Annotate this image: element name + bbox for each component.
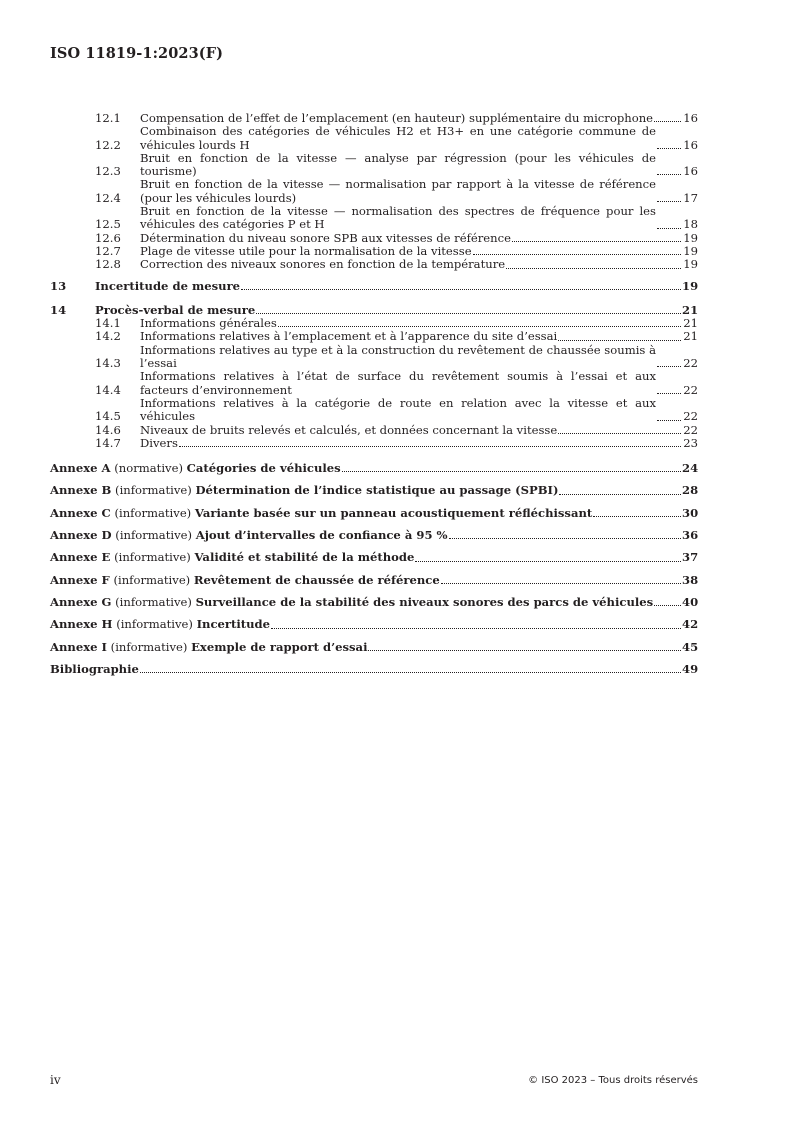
toc-entry-page: 19 (683, 257, 698, 272)
annex-label: Annexe H (50, 617, 113, 632)
table-of-contents (50, 112, 698, 676)
toc-entry-12-7[interactable] (50, 245, 698, 258)
toc-entry-page: 16 (683, 137, 698, 152)
annex-title: Détermination de l’indice statistique au passage (SPBI) (195, 483, 559, 498)
dot-leader (278, 326, 681, 327)
annex-kind: (informative) (116, 617, 193, 632)
toc-clause-number: 14 (50, 302, 67, 317)
toc-entry-title: Informations relatives à l’état de surface du revêtement soumis à l’essai et aux facteurs d’environnement (140, 369, 656, 397)
toc-annex-page: 36 (682, 528, 699, 543)
toc-entry-number: 14.7 (95, 435, 121, 450)
bibliography-title: Bibliographie (50, 661, 139, 676)
toc-entry-12-8[interactable] (50, 258, 698, 271)
dot-leader (449, 538, 681, 539)
toc-entry-12-3[interactable] (50, 152, 698, 179)
dot-leader (654, 121, 681, 122)
toc-entry-page: 17 (683, 190, 698, 205)
annex-title: Variante basée sur un panneau acoustiquement réfléchissant (194, 505, 593, 520)
toc-entry-number: 12.6 (95, 230, 121, 245)
dot-leader (473, 254, 681, 255)
annex-label: Annexe A (50, 461, 111, 476)
toc-entry-page: 23 (683, 435, 698, 450)
toc-annex-b[interactable] (50, 484, 698, 497)
toc-entry-page: 22 (683, 356, 698, 371)
annex-title: Revêtement de chaussée de référence (193, 572, 440, 587)
toc-entry-title: Combinaison des catégories de véhicules H2 et H3+ en une catégorie commune de véhicules lourds H (140, 124, 656, 152)
page-number: iv (50, 1073, 61, 1087)
toc-entry-page: 19 (683, 230, 698, 245)
annex-kind: (informative) (114, 505, 192, 520)
annex-title: Exemple de rapport d’essai (191, 639, 368, 654)
toc-entry-title: Bruit en fonction de la vitesse — normalisation par rapport à la vitesse de référence (pour les véhicules lourds) (140, 177, 656, 205)
toc-clause-page: 21 (682, 302, 699, 317)
toc-annex-text (50, 462, 341, 475)
toc-entry-page: 21 (683, 329, 698, 344)
toc-entry-page: 16 (683, 111, 698, 125)
toc-annex-page: 45 (682, 639, 699, 654)
toc-clause-14[interactable] (50, 304, 698, 317)
toc-annex-i[interactable] (50, 641, 698, 654)
toc-entry-title: Correction des niveaux sonores en fonction de la température (140, 257, 506, 272)
toc-annex-text (50, 618, 270, 631)
toc-entry-title: Bruit en fonction de la vitesse — analyse par régression (pour les véhicules de tourisme) (140, 150, 656, 179)
toc-entry-title: Informations générales (140, 316, 277, 331)
annex-label: Annexe C (50, 505, 111, 520)
dot-leader (654, 605, 681, 606)
dot-leader (657, 148, 681, 149)
annex-label: Annexe I (50, 639, 107, 654)
annex-kind: (informative) (115, 483, 192, 498)
toc-entry-number: 14.4 (95, 382, 121, 397)
toc-entry-number: 12.1 (95, 111, 121, 125)
dot-leader (558, 433, 681, 434)
toc-entry-12-4[interactable] (50, 178, 698, 205)
dot-leader (657, 201, 681, 202)
toc-clause-page: 19 (682, 278, 699, 293)
annex-kind: (informative) (114, 550, 191, 565)
toc-clause-title: Incertitude de mesure (95, 278, 241, 293)
toc-entry-page: 22 (683, 422, 698, 437)
dot-leader (241, 289, 681, 290)
toc-entry-14-1[interactable] (50, 317, 698, 330)
toc-annex-page: 40 (682, 594, 699, 609)
toc-annex-a[interactable] (50, 462, 698, 475)
toc-annex-c[interactable] (50, 507, 698, 520)
toc-annex-text (50, 551, 414, 564)
toc-annex-text (50, 529, 448, 542)
toc-entry-page: 18 (683, 217, 698, 232)
toc-entry-title: Informations relatives à la catégorie de route en relation avec la vitesse et aux véhicules (140, 395, 656, 424)
annex-label: Annexe D (50, 528, 112, 543)
toc-entry-title: Plage de vitesse utile pour la normalisation de la vitesse (140, 243, 472, 258)
toc-annex-text (50, 507, 592, 520)
dot-leader (657, 228, 681, 229)
toc-annex-text (50, 596, 653, 609)
toc-entry-number: 14.6 (95, 422, 121, 437)
toc-clause-title: Procès-verbal de mesure (95, 302, 256, 317)
toc-entry-number: 14.1 (95, 316, 121, 331)
toc-entry-number: 12.8 (95, 257, 121, 272)
dot-leader (512, 241, 681, 242)
dot-leader (657, 174, 681, 175)
toc-entry-12-1[interactable] (50, 112, 698, 125)
toc-entry-title: Divers (140, 435, 178, 450)
dot-leader (140, 672, 681, 673)
annex-kind: (informative) (115, 594, 192, 609)
annex-label: Annexe F (50, 572, 110, 587)
annex-title: Catégories de véhicules (186, 461, 341, 476)
toc-annex-f[interactable] (50, 574, 698, 587)
toc-annex-e[interactable] (50, 551, 698, 564)
annex-kind: (informative) (113, 572, 191, 587)
toc-annex-g[interactable] (50, 596, 698, 609)
annex-title: Ajout d’intervalles de confiance à 95 % (195, 528, 448, 543)
toc-entry-12-6[interactable] (50, 232, 698, 245)
annex-kind: (informative) (110, 639, 188, 654)
toc-bibliography[interactable] (50, 663, 698, 676)
document-id: ISO 11819-1:2023(F) (50, 45, 224, 62)
toc-annex-text (50, 484, 558, 497)
dot-leader (593, 516, 681, 517)
dot-leader (271, 628, 681, 629)
toc-entry-title: Informations relatives au type et à la construction du revêtement de chaussée soumis à l’essai (140, 342, 656, 371)
toc-clause-number: 13 (50, 278, 67, 293)
dot-leader (657, 393, 681, 394)
toc-entry-14-7[interactable] (50, 437, 698, 450)
dot-leader (441, 583, 681, 584)
toc-entry-number: 14.5 (95, 409, 121, 424)
dot-leader (368, 650, 681, 651)
toc-entry-title: Détermination du niveau sonore SPB aux vitesses de référence (140, 230, 511, 245)
toc-entry-page: 22 (683, 382, 698, 397)
dot-leader (256, 313, 681, 314)
dot-leader (506, 268, 681, 269)
toc-annex-page: 42 (682, 617, 699, 632)
dot-leader (415, 561, 681, 562)
toc-annex-d[interactable] (50, 529, 698, 542)
toc-entry-12-2[interactable] (50, 125, 698, 152)
toc-annex-h[interactable] (50, 618, 698, 631)
toc-entry-14-5[interactable] (50, 397, 698, 424)
toc-annex-text (50, 641, 367, 654)
annex-kind: (normative) (114, 461, 183, 476)
annex-title: Surveillance de la stabilité des niveaux sonores des parcs de véhicules (195, 594, 654, 609)
toc-annex-page: 37 (682, 550, 699, 565)
dot-leader (342, 471, 681, 472)
annex-label: Annexe B (50, 483, 112, 498)
dot-leader (657, 420, 681, 421)
toc-entry-page: 21 (683, 316, 698, 331)
annex-title: Validité et stabilité de la méthode (194, 550, 415, 565)
toc-entry-page: 22 (683, 409, 698, 424)
toc-entry-number: 12.5 (95, 217, 121, 232)
toc-clause-13[interactable] (50, 280, 698, 293)
toc-entry-number: 14.2 (95, 329, 121, 344)
toc-entry-14-3[interactable] (50, 344, 698, 371)
toc-entry-number: 12.3 (95, 164, 121, 179)
toc-entry-14-4[interactable] (50, 370, 698, 397)
toc-entry-number: 12.4 (95, 190, 121, 205)
annex-title: Incertitude (196, 617, 271, 632)
toc-entry-number: 12.2 (95, 137, 121, 152)
toc-entry-page: 16 (683, 164, 698, 179)
toc-annex-page: 28 (682, 483, 699, 498)
toc-entry-page: 19 (683, 243, 698, 258)
toc-entry-title: Compensation de l’effet de l’emplacement (en hauteur) supplémentaire du microphone (140, 111, 654, 125)
annex-kind: (informative) (115, 528, 193, 543)
dot-leader (179, 446, 681, 447)
toc-entry-number: 12.7 (95, 243, 121, 258)
toc-annex-text (50, 574, 440, 587)
dot-leader (558, 340, 681, 341)
annex-label: Annexe G (50, 594, 112, 609)
bibliography-page: 49 (682, 661, 699, 676)
toc-annex-page: 38 (682, 572, 699, 587)
toc-annex-page: 24 (682, 461, 699, 476)
annex-label: Annexe E (50, 550, 111, 565)
copyright-notice: © ISO 2023 – Tous droits réservés (528, 1075, 698, 1086)
toc-entry-14-2[interactable] (50, 330, 698, 343)
toc-annex-page: 30 (682, 505, 699, 520)
toc-entry-number: 14.3 (95, 356, 121, 371)
toc-entry-14-6[interactable] (50, 424, 698, 437)
toc-entry-title: Niveaux de bruits relevés et calculés, et données concernant la vitesse (140, 422, 558, 437)
toc-entry-title: Informations relatives à l’emplacement et à l’apparence du site d’essai (140, 329, 558, 344)
dot-leader (657, 366, 681, 367)
dot-leader (559, 494, 681, 495)
toc-entry-12-5[interactable] (50, 205, 698, 232)
toc-entry-title: Bruit en fonction de la vitesse — normalisation des spectres de fréquence pour les véhicules des catégories P et H (140, 204, 656, 232)
